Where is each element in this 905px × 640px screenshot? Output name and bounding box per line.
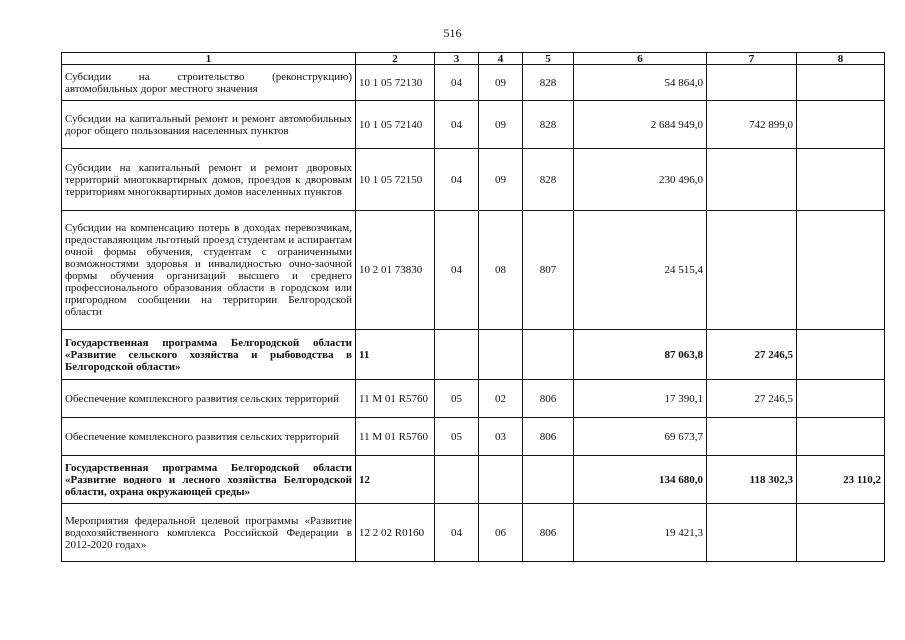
row-code: 10 1 05 72140 — [356, 101, 435, 149]
row-col4 — [479, 456, 523, 504]
budget-table — [61, 52, 885, 562]
row-col4 — [479, 330, 523, 380]
row-col7: 118 302,3 — [707, 456, 797, 504]
row-col8 — [797, 380, 885, 418]
row-code: 12 2 02 R0160 — [356, 504, 435, 562]
row-name: Государственная программа Белгородской области «Развитие водного и лесного хозяйства Белгородской области, охрана окружающей среды» — [62, 456, 356, 504]
row-col6: 87 063,8 — [574, 330, 707, 380]
row-code: 10 2 01 73830 — [356, 211, 435, 330]
table-row — [62, 330, 885, 380]
row-code: 12 — [356, 456, 435, 504]
row-code: 10 1 05 72130 — [356, 65, 435, 101]
row-name: Субсидии на капитальный ремонт и ремонт дворовых территорий многоквартирных домов, проездов к дворовым территориям многоквартирных домов населенных пунктов — [62, 149, 356, 211]
row-col5 — [523, 330, 574, 380]
row-col4: 03 — [479, 418, 523, 456]
table-row — [62, 418, 885, 456]
row-col7 — [707, 149, 797, 211]
row-col6: 134 680,0 — [574, 456, 707, 504]
row-code: 11 M 01 R5760 — [356, 418, 435, 456]
row-code: 11 M 01 R5760 — [356, 380, 435, 418]
row-col8 — [797, 418, 885, 456]
table-row — [62, 149, 885, 211]
column-header: 4 — [479, 53, 523, 65]
row-col3: 04 — [435, 65, 479, 101]
row-col8 — [797, 149, 885, 211]
row-name: Субсидии на капитальный ремонт и ремонт автомобильных дорог общего пользования населенных пунктов — [62, 101, 356, 149]
page-number: 516 — [443, 26, 462, 40]
row-col4: 09 — [479, 65, 523, 101]
row-col3 — [435, 330, 479, 380]
row-col5: 828 — [523, 149, 574, 211]
row-col6: 230 496,0 — [574, 149, 707, 211]
row-col5 — [523, 456, 574, 504]
row-col8 — [797, 330, 885, 380]
row-col3: 04 — [435, 149, 479, 211]
row-col6: 54 864,0 — [574, 65, 707, 101]
row-col8 — [797, 101, 885, 149]
row-col3: 04 — [435, 211, 479, 330]
table-row — [62, 101, 885, 149]
column-header: 3 — [435, 53, 479, 65]
column-header: 7 — [707, 53, 797, 65]
row-col4: 09 — [479, 101, 523, 149]
row-col3: 05 — [435, 380, 479, 418]
header-row — [62, 53, 885, 65]
row-name: Субсидии на компенсацию потерь в доходах перевозчикам, предоставляющим льготный проезд студентам и аспирантам очной формы обучения, студентам с ограниченными возможностями здоровья и инвалидностью очно-заочной формы обучения организаций высшего и среднего профессионального образования области в городском или пригородном сообщении на территории Белгородской области — [62, 211, 356, 330]
row-col6: 17 390,1 — [574, 380, 707, 418]
row-col4: 09 — [479, 149, 523, 211]
row-name: Обеспечение комплексного развития сельских территорий — [62, 418, 356, 456]
table-row — [62, 211, 885, 330]
column-header: 8 — [797, 53, 885, 65]
row-col3 — [435, 456, 479, 504]
row-col7 — [707, 418, 797, 456]
column-header: 1 — [62, 53, 356, 65]
row-col6: 24 515,4 — [574, 211, 707, 330]
row-col3: 04 — [435, 101, 479, 149]
row-code: 10 1 05 72150 — [356, 149, 435, 211]
row-col6: 19 421,3 — [574, 504, 707, 562]
row-col5: 806 — [523, 504, 574, 562]
row-col7 — [707, 504, 797, 562]
row-name: Государственная программа Белгородской области «Развитие сельского хозяйства и рыбоводства в Белгородской области» — [62, 330, 356, 380]
row-col5: 807 — [523, 211, 574, 330]
table-row — [62, 65, 885, 101]
row-col5: 828 — [523, 101, 574, 149]
row-col8 — [797, 211, 885, 330]
row-col3: 05 — [435, 418, 479, 456]
row-name: Мероприятия федеральной целевой программы «Развитие водохозяйственного комплекса Российской Федерации в 2012-2020 годах» — [62, 504, 356, 562]
row-col5: 828 — [523, 65, 574, 101]
row-name: Обеспечение комплексного развития сельских территорий — [62, 380, 356, 418]
table-row — [62, 456, 885, 504]
row-name: Субсидии на строительство (реконструкцию) автомобильных дорог местного значения — [62, 65, 356, 101]
row-col7: 27 246,5 — [707, 330, 797, 380]
row-col4: 06 — [479, 504, 523, 562]
row-code: 11 — [356, 330, 435, 380]
row-col8: 23 110,2 — [797, 456, 885, 504]
row-col7 — [707, 211, 797, 330]
column-header: 5 — [523, 53, 574, 65]
row-col4: 02 — [479, 380, 523, 418]
row-col8 — [797, 504, 885, 562]
row-col6: 2 684 949,0 — [574, 101, 707, 149]
table-row — [62, 504, 885, 562]
row-col5: 806 — [523, 380, 574, 418]
column-header: 2 — [356, 53, 435, 65]
column-header: 6 — [574, 53, 707, 65]
row-col6: 69 673,7 — [574, 418, 707, 456]
row-col4: 08 — [479, 211, 523, 330]
row-col3: 04 — [435, 504, 479, 562]
table-row — [62, 380, 885, 418]
row-col5: 806 — [523, 418, 574, 456]
row-col7: 742 899,0 — [707, 101, 797, 149]
row-col7: 27 246,5 — [707, 380, 797, 418]
row-col7 — [707, 65, 797, 101]
row-col8 — [797, 65, 885, 101]
